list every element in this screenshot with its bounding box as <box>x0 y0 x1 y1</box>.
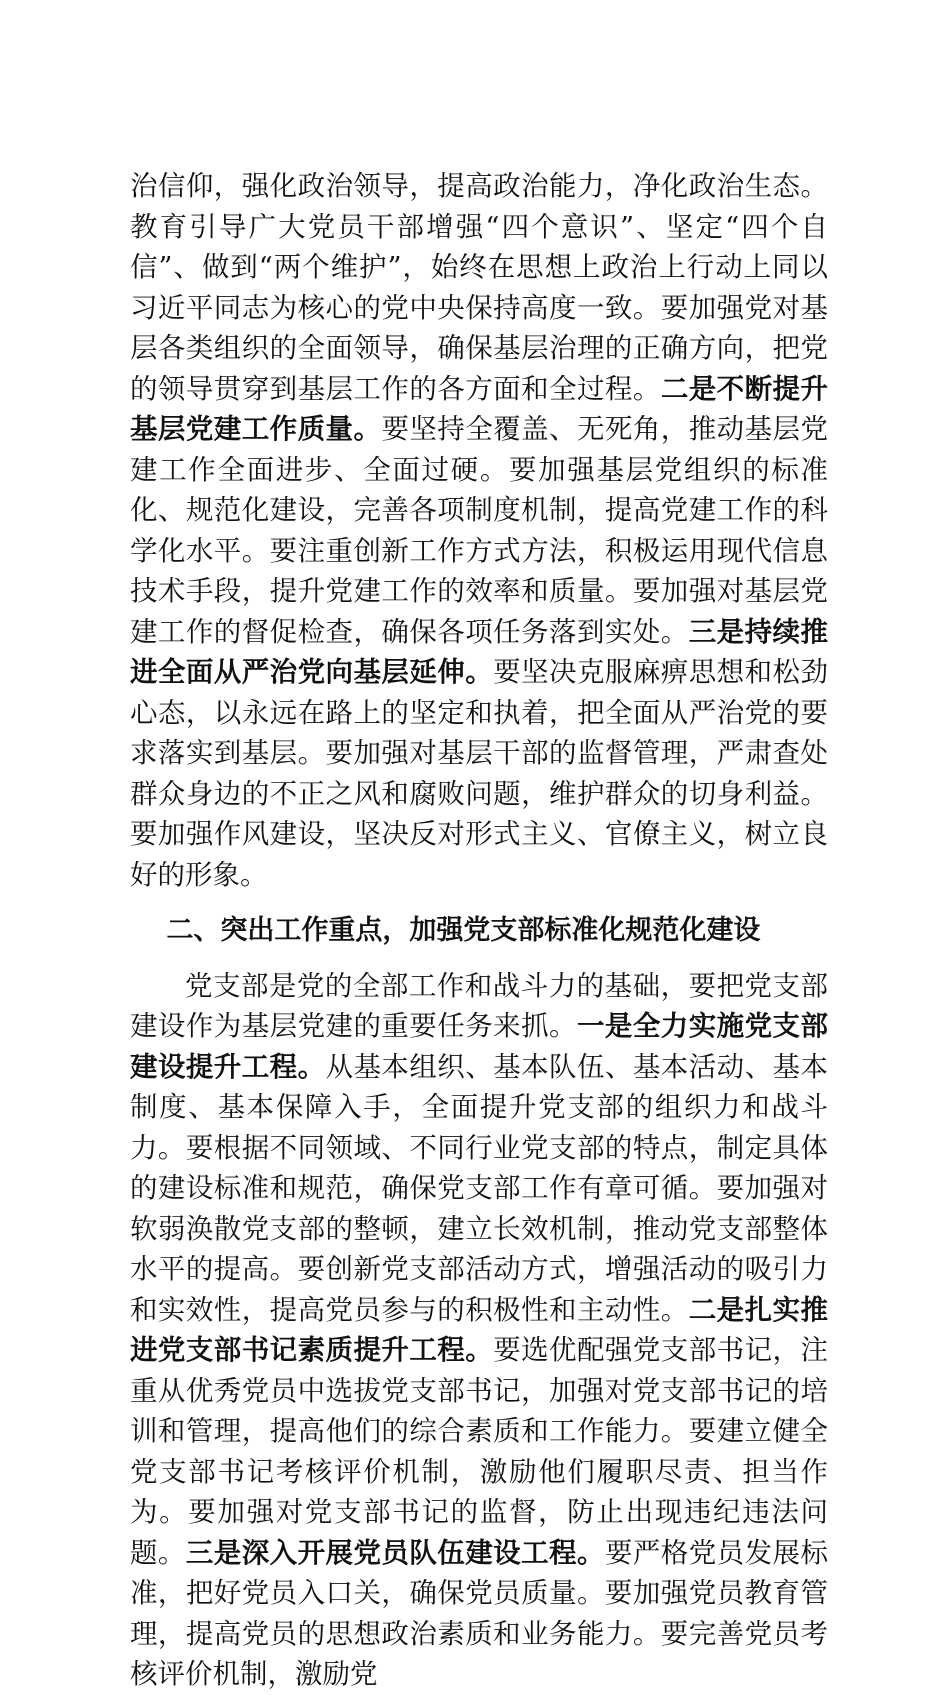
section-heading: 二、突出工作重点，加强党支部标准化规范化建设 <box>166 915 761 946</box>
bold-subheading: 三是深入开展党员队伍建设工程。 <box>185 1536 605 1569</box>
paragraph-text: 要选优配强党支部书记，注重从优秀党员中选拔党支部书记，加强对党支部书记的培训和管理，提高他们的综合素质和工作能力。要建立健全党支部书记考核评价机制，激励他们履职尽责、担当作为。要加强对党支部书记的监督，防止出现违纪违法问题。 <box>130 1334 828 1569</box>
paragraph-text: 从基本组织、基本队伍、基本活动、基本制度、基本保障入手，全面提升党支部的组织力和战斗力。要根据不同领域、不同行业党支部的特点，制定具体的建设标准和规范，确保党支部工作有章可循。要加强对软弱涣散党支部的整顿，建立长效机制，推动党支部整体水平的提高。要创新党支部活动方式，增强活动的吸引力和实效性，提高党员参与的积极性和主动性。 <box>130 1050 828 1326</box>
body-paragraph <box>130 966 828 1695</box>
document-page <box>130 166 828 1695</box>
paragraph-text: 要坚持全覆盖、无死角，推动基层党建工作全面进步、全面过硬。要加强基层党组织的标准化、规范化建设，完善各项制度机制，提高党建工作的科学化水平。要注重创新工作方式方法，积极运用现代信息技术手段，提升党建工作的效率和质量。要加强对基层党建工作的督促检查，确保各项任务落到实处。 <box>130 413 828 648</box>
bold-subheading: 二是扎实推进党支部书记素质提升工程。 <box>130 1293 828 1366</box>
bold-subheading: 一是全力实施党支部建设提升工程。 <box>130 1010 828 1083</box>
paragraph-text: 要严格党员发展标准，把好党员入口关，确保党员质量。要加强党员教育管理，提高党员的思想政治素质和业务能力。要完善党员考核评价机制，激励党 <box>130 1536 828 1690</box>
paragraph-text: 要坚决克服麻痹思想和松劲心态，以永远在路上的坚定和执着，把全面从严治党的要求落实到基层。要加强对基层干部的监督管理，严肃查处群众身边的不正之风和腐败问题，维护群众的切身利益。要加强作风建设，坚决反对形式主义、官僚主义，树立良好的形象。 <box>130 656 828 891</box>
bold-subheading: 二是不断提升基层党建工作质量。 <box>130 372 828 445</box>
paragraph-text: 治信仰，强化政治领导，提高政治能力，净化政治生态。教育引导广大党员干部增强“四个意识”、坚定“四个自信”、做到“两个维护”，始终在思想上政治上行动上同以习近平同志为核心的党中央保持高度一致。要加强党对基层各类组织的全面领导，确保基层治理的正确方向，把党的领导贯穿到基层工作的各方面和全过程。 <box>130 170 828 405</box>
paragraph-text: 党支部是党的全部工作和战斗力的基础，要把党支部建设作为基层党建的重要任务来抓。 <box>130 969 828 1042</box>
bold-subheading: 三是持续推进全面从严治党向基层延伸。 <box>130 615 828 688</box>
body-paragraph <box>130 166 828 895</box>
